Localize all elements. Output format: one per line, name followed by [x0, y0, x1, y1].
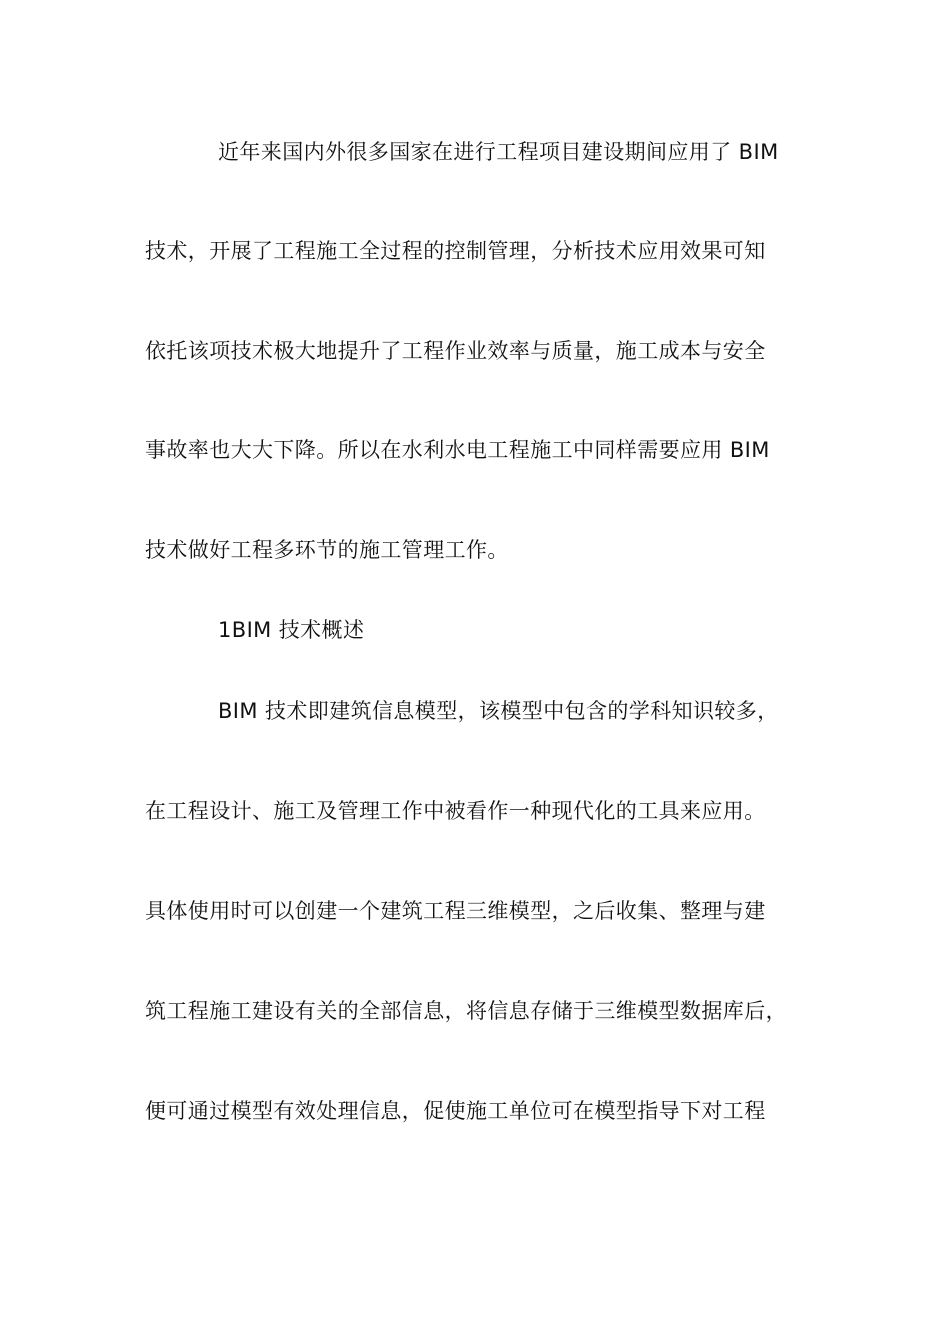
paragraph-line: 具体使用时可以创建一个建筑工程三维模型，之后收集、整理与建: [145, 899, 766, 923]
paragraph-line: 技术做好工程多环节的施工管理工作。: [145, 538, 509, 562]
paragraph-line: 依托该项技术极大地提升了工程作业效率与质量，施工成本与安全: [145, 339, 766, 363]
paragraph-line: BIM 技术即建筑信息模型，该模型中包含的学科知识较多，: [218, 699, 779, 723]
paragraph-line: 近年来国内外很多国家在进行工程项目建设期间应用了 BIM: [218, 140, 779, 164]
paragraph-line: 筑工程施工建设有关的全部信息，将信息存储于三维模型数据库后，: [145, 999, 787, 1023]
paragraph-line: 便可通过模型有效处理信息，促使施工单位可在模型指导下对工程: [145, 1099, 766, 1123]
paragraph-line: 技术，开展了工程施工全过程的控制管理，分析技术应用效果可知: [145, 239, 766, 263]
paragraph-line: 事故率也大大下降。所以在水利水电工程施工中同样需要应用 BIM: [145, 438, 770, 462]
paragraph-line: 在工程设计、施工及管理工作中被看作一种现代化的工具来应用。: [145, 799, 766, 823]
section-heading: 1BIM 技术概述: [218, 618, 365, 642]
